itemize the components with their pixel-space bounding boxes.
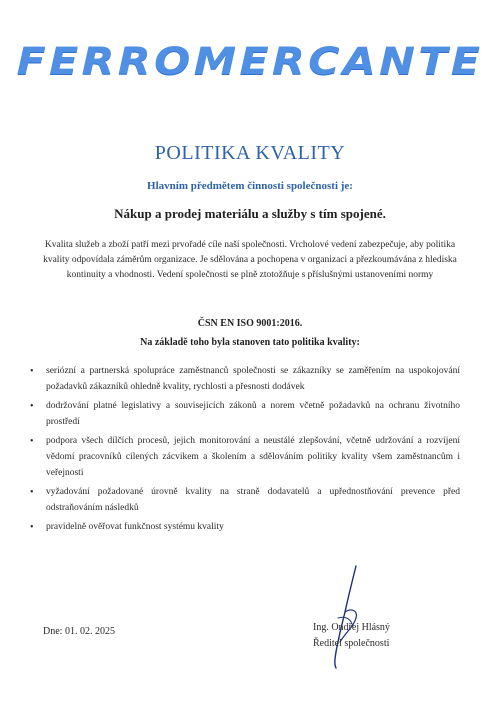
activity-subtitle: Hlavním předmětem činnosti společnosti je:: [147, 180, 353, 192]
document-date: Dne: 01. 02. 2025: [43, 626, 115, 637]
policy-item: • vyžadování požadované úrovně kvality na straně dodavatelů a upřednostňování prevence před odstraňováním následků: [30, 485, 460, 516]
document-title: POLITIKA KVALITY: [154, 142, 346, 164]
policy-basis-heading: Na základě toho byla stanoven tato politika kvality:: [140, 337, 360, 348]
signer-role: Ředitel společnosti: [313, 638, 390, 649]
policy-item: • podpora všech dílčích procesů, jejich monitorování a neustálé zlepšování, včetně udržování a rozvíjení vědomí pracovníků cílených zácvikem a školením a sdělováním politiky kvality všem zaměstnancům i veřejnosti: [30, 434, 460, 481]
handwritten-signature: [318, 562, 378, 672]
policy-item: • seriózní a partnerská spolupráce zaměstnanců společnosti se zákazníky se zaměřením na uspokojování požadavků zákazníků ohledně kvality, rychlosti a přesnosti dodávek: [30, 364, 460, 395]
policy-item: • pravidelně ověřovat funkčnost systému kvality: [30, 520, 460, 536]
signer-name: Ing. Ondřej Hlásný: [313, 622, 390, 633]
main-activity-statement: Nákup a prodej materiálu a služby s tím spojené.: [114, 206, 386, 221]
company-logo: FERROMERCANTE: [16, 40, 484, 83]
standard-reference: ČSN EN ISO 9001:2016.: [197, 318, 303, 329]
signer-block: [313, 620, 390, 652]
policy-list: [30, 364, 460, 540]
policy-item: • dodržování platné legislativy a souvisejících zákonů a norem včetně požadavků na ochranu životního prostředí: [30, 399, 460, 430]
intro-paragraph: Kvalita služeb a zboží patří mezi prvořadé cíle naší společnosti. Vrcholové vedení zabezpečuje, aby politika kvality odpovídala záměrům organizace. Je sdělována a pochopena v organizaci a přezkoumávána z hlediska kontinuity a vhodnosti. Vedení společnosti se plně ztotožňuje s příslušnými ustanoveními normy: [43, 240, 457, 280]
